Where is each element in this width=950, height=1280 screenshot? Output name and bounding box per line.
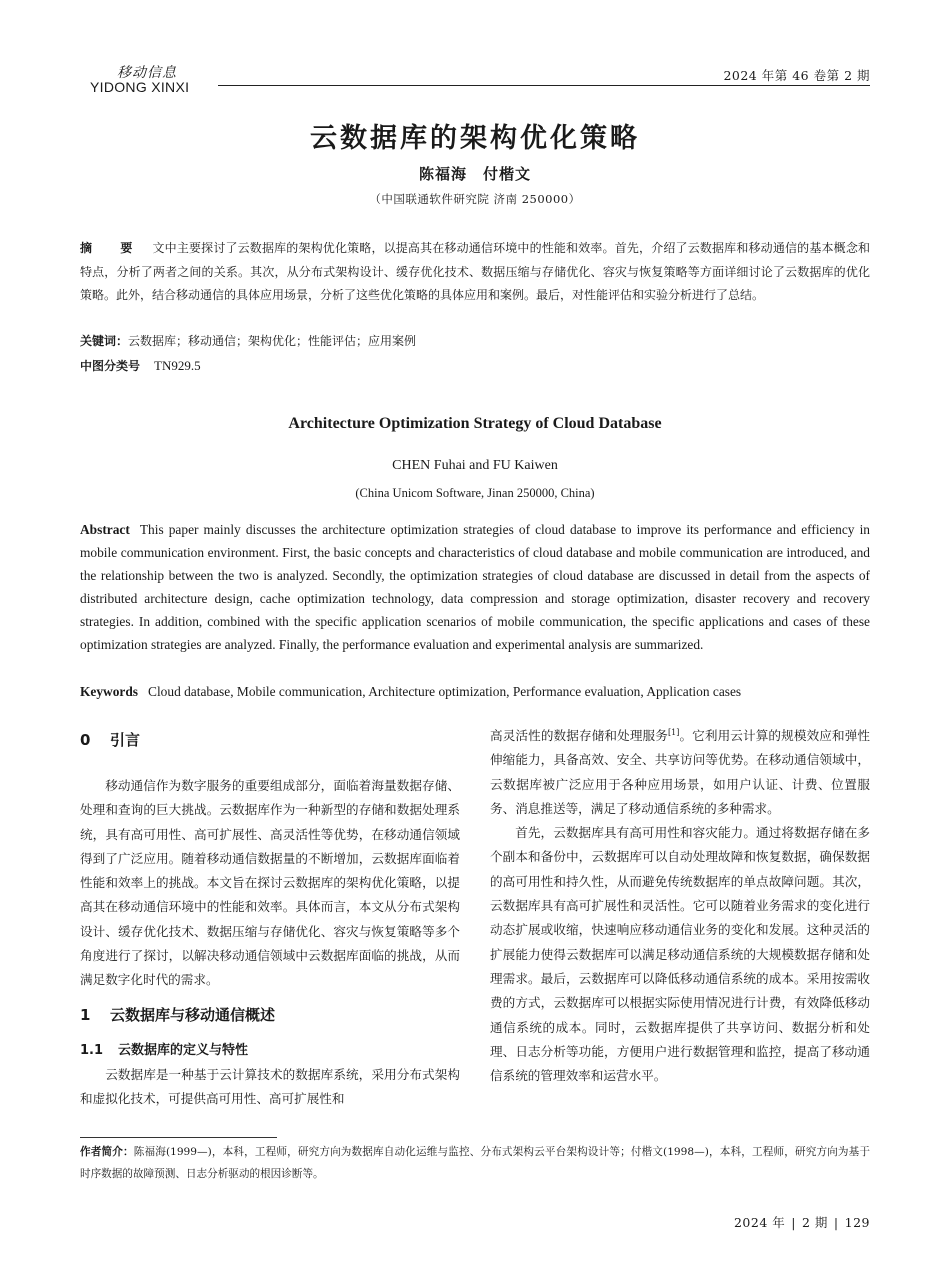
abstract-cn-text: 文中主要探讨了云数据库的架构优化策略，以提高其在移动通信环境中的性能和效率。首先，介绍了云数据库和移动通信的基本概念和特点，分析了两者之间的关系。其次，从分布式架构设计、缓存优化技术、数据压缩与存储优化、容灾与恢复策略等方面详细讨论了云数据库的优化策略。此外，结合移动通信的具体应用场景，分析了这些优化策略的具体应用和案例。最后，对性能评估和实验分析进行了总结。 — [80, 241, 870, 302]
section-heading-1 — [80, 1003, 460, 1027]
section-title: 云数据库与移动通信概述 — [110, 1005, 276, 1024]
author-footnote — [80, 1141, 870, 1185]
article-title-en: Architecture Optimization Strategy of Cloud Database — [288, 415, 662, 432]
paragraph-text: 。它利用云计算的规模效应和弹性伸缩能力，具备高效、安全、共享访问等优势。在移动通信领域中，云数据库被广泛应用于各种应用场景，如用户认证、计费、位置服务、消息推送等，满足了移动通信系统的多种需求。 — [490, 728, 871, 816]
footer-year: 2024 年 — [733, 1215, 786, 1230]
paragraph: 首先，云数据库具有高可用性和容灾能力。通过将数据存储在多个副本和备份中，云数据库可以自动处理故障和恢复数据，确保数据的高可用性和持久性，从而避免传统数据库的单点故障问题。其次，云数据库具有高可扩展性和灵活性。它可以随着业务需求的变化进行动态扩展或收缩，快速响应移动通信业务的变化和发展。这种灵活的扩展能力使得云数据库可以满足移动通信系统的大规模数据存储和处理需求。最后，云数据库可以降低移动通信系统的成本。采用按需收费的方式，云数据库可以根据实际使用情况进行计费，有效降低移动通信系统的成本。同时，云数据库提供了共享访问、数据分析和处理、日志分析等功能，方便用户进行数据管理和监控，提高了移动通信系统的管理效率和运营水平。 — [490, 825, 870, 1084]
subsection-title: 云数据库的定义与特性 — [118, 1042, 249, 1058]
abstract-en-label: Abstract — [80, 522, 130, 537]
footnote-label: 作者简介： — [80, 1146, 134, 1158]
clc-value: TN929.5 — [154, 358, 201, 373]
body-column-left — [80, 728, 460, 1111]
paragraph — [490, 724, 870, 821]
page-footer — [734, 1213, 870, 1231]
abstract-cn-label: 摘 要 — [80, 241, 141, 255]
section-title: 引言 — [110, 731, 141, 749]
footer-separator: | — [791, 1215, 796, 1230]
footer-issue: 2 期 — [801, 1215, 828, 1230]
keywords-cn-label: 关键词： — [80, 334, 129, 348]
keywords-en-text: Cloud database, Mobile communication, Architecture optimization, Performance evaluation, Application cases — [148, 684, 742, 699]
author-list-en: CHEN Fuhai and FU Kaiwen — [392, 458, 558, 473]
section-number: 1 — [80, 1005, 91, 1024]
running-header — [80, 58, 870, 98]
journal-name-en: YIDONG XINXI — [90, 79, 190, 95]
article-title: 云数据库的架构优化策略 — [310, 123, 640, 154]
journal-name-cn: 移动信息 — [117, 65, 177, 81]
classification-code — [80, 356, 201, 376]
page-number: 129 — [844, 1215, 870, 1230]
footer-separator: | — [833, 1215, 839, 1230]
paragraph: 云数据库是一种基于云计算技术的数据库系统，采用分布式架构和虚拟化技术，可提供高可用性、高可扩展性和 — [80, 1066, 460, 1106]
abstract-en — [80, 518, 870, 656]
header-rule — [218, 85, 870, 86]
abstract-cn — [80, 237, 870, 308]
clc-label: 中图分类号 — [80, 359, 141, 373]
paragraph: 移动通信作为数字服务的重要组成部分，面临着海量数据存储、处理和查询的巨大挑战。云数据库作为一种新型的存储和数据处理系统，具有高可用性、高可扩展性、高灵活性等优势，在移动通信领域得到了广泛应用。随着移动通信数据量的不断增加，云数据库面临着性能和效率上的挑战。本文旨在探讨云数据库的架构优化策略，以提高其在移动通信环境中的性能和效率。具体而言，本文从分布式架构设计、缓存优化技术、数据压缩与存储优化、容灾与恢复策略等多个角度进行了探讨，以解决移动通信领域中云数据库面临的挑战，从而满足数字化时代的需求。 — [80, 778, 460, 988]
affiliation: （中国联通软件研究院 济南 250000） — [369, 192, 581, 206]
subsection-heading-1-1 — [80, 1039, 460, 1063]
author-list: 陈福海 付楷文 — [418, 165, 531, 183]
keywords-en — [80, 681, 880, 703]
spacer — [80, 764, 460, 774]
keywords-cn — [80, 331, 870, 351]
citation-ref[interactable]: [1] — [667, 727, 680, 737]
footnote-rule — [80, 1137, 277, 1138]
affiliation-en: (China Unicom Software, Jinan 250000, China) — [355, 486, 595, 500]
keywords-cn-text: 云数据库；移动通信；架构优化；性能评估；应用案例 — [128, 334, 417, 348]
spacer — [80, 993, 460, 1003]
subsection-number: 1.1 — [80, 1042, 104, 1058]
section-heading-0 — [80, 728, 460, 752]
section-number: 0 — [80, 731, 91, 749]
body-column-right — [490, 724, 870, 1088]
keywords-en-label: Keywords — [80, 684, 139, 699]
abstract-en-text: This paper mainly discusses the architecture optimization strategies of cloud database to improve its performance and efficiency in mobile communication environment. First, the basic concepts and characteristics of cloud database and mobile communication are introduced, and the relationship between the two is analyzed. Secondly, the optimization strategies of cloud database are discussed in detail from the aspects of distributed architecture design, cache optimization technology, data compression and storage optimization, disaster recovery and recovery strategies. In addition, combined with the specific application scenarios of mobile communication, the specific applications and cases of these optimization strategies are analyzed. Finally, the performance evaluation and experimental analysis are summarized. — [80, 522, 870, 652]
paragraph-text: 高灵活性的数据存储和处理服务 — [490, 728, 668, 743]
footnote-text: 陈福海(1999—)，本科，工程师，研究方向为数据库自动化运维与监控、分布式架构云平台架构设计等；付楷文(1998—)，本科，工程师，研究方向为基于时序数据的故障预测、日志分析驱动的根因诊断等。 — [80, 1146, 871, 1180]
issue-info: 2024 年第 46 卷第 2 期 — [723, 68, 870, 83]
